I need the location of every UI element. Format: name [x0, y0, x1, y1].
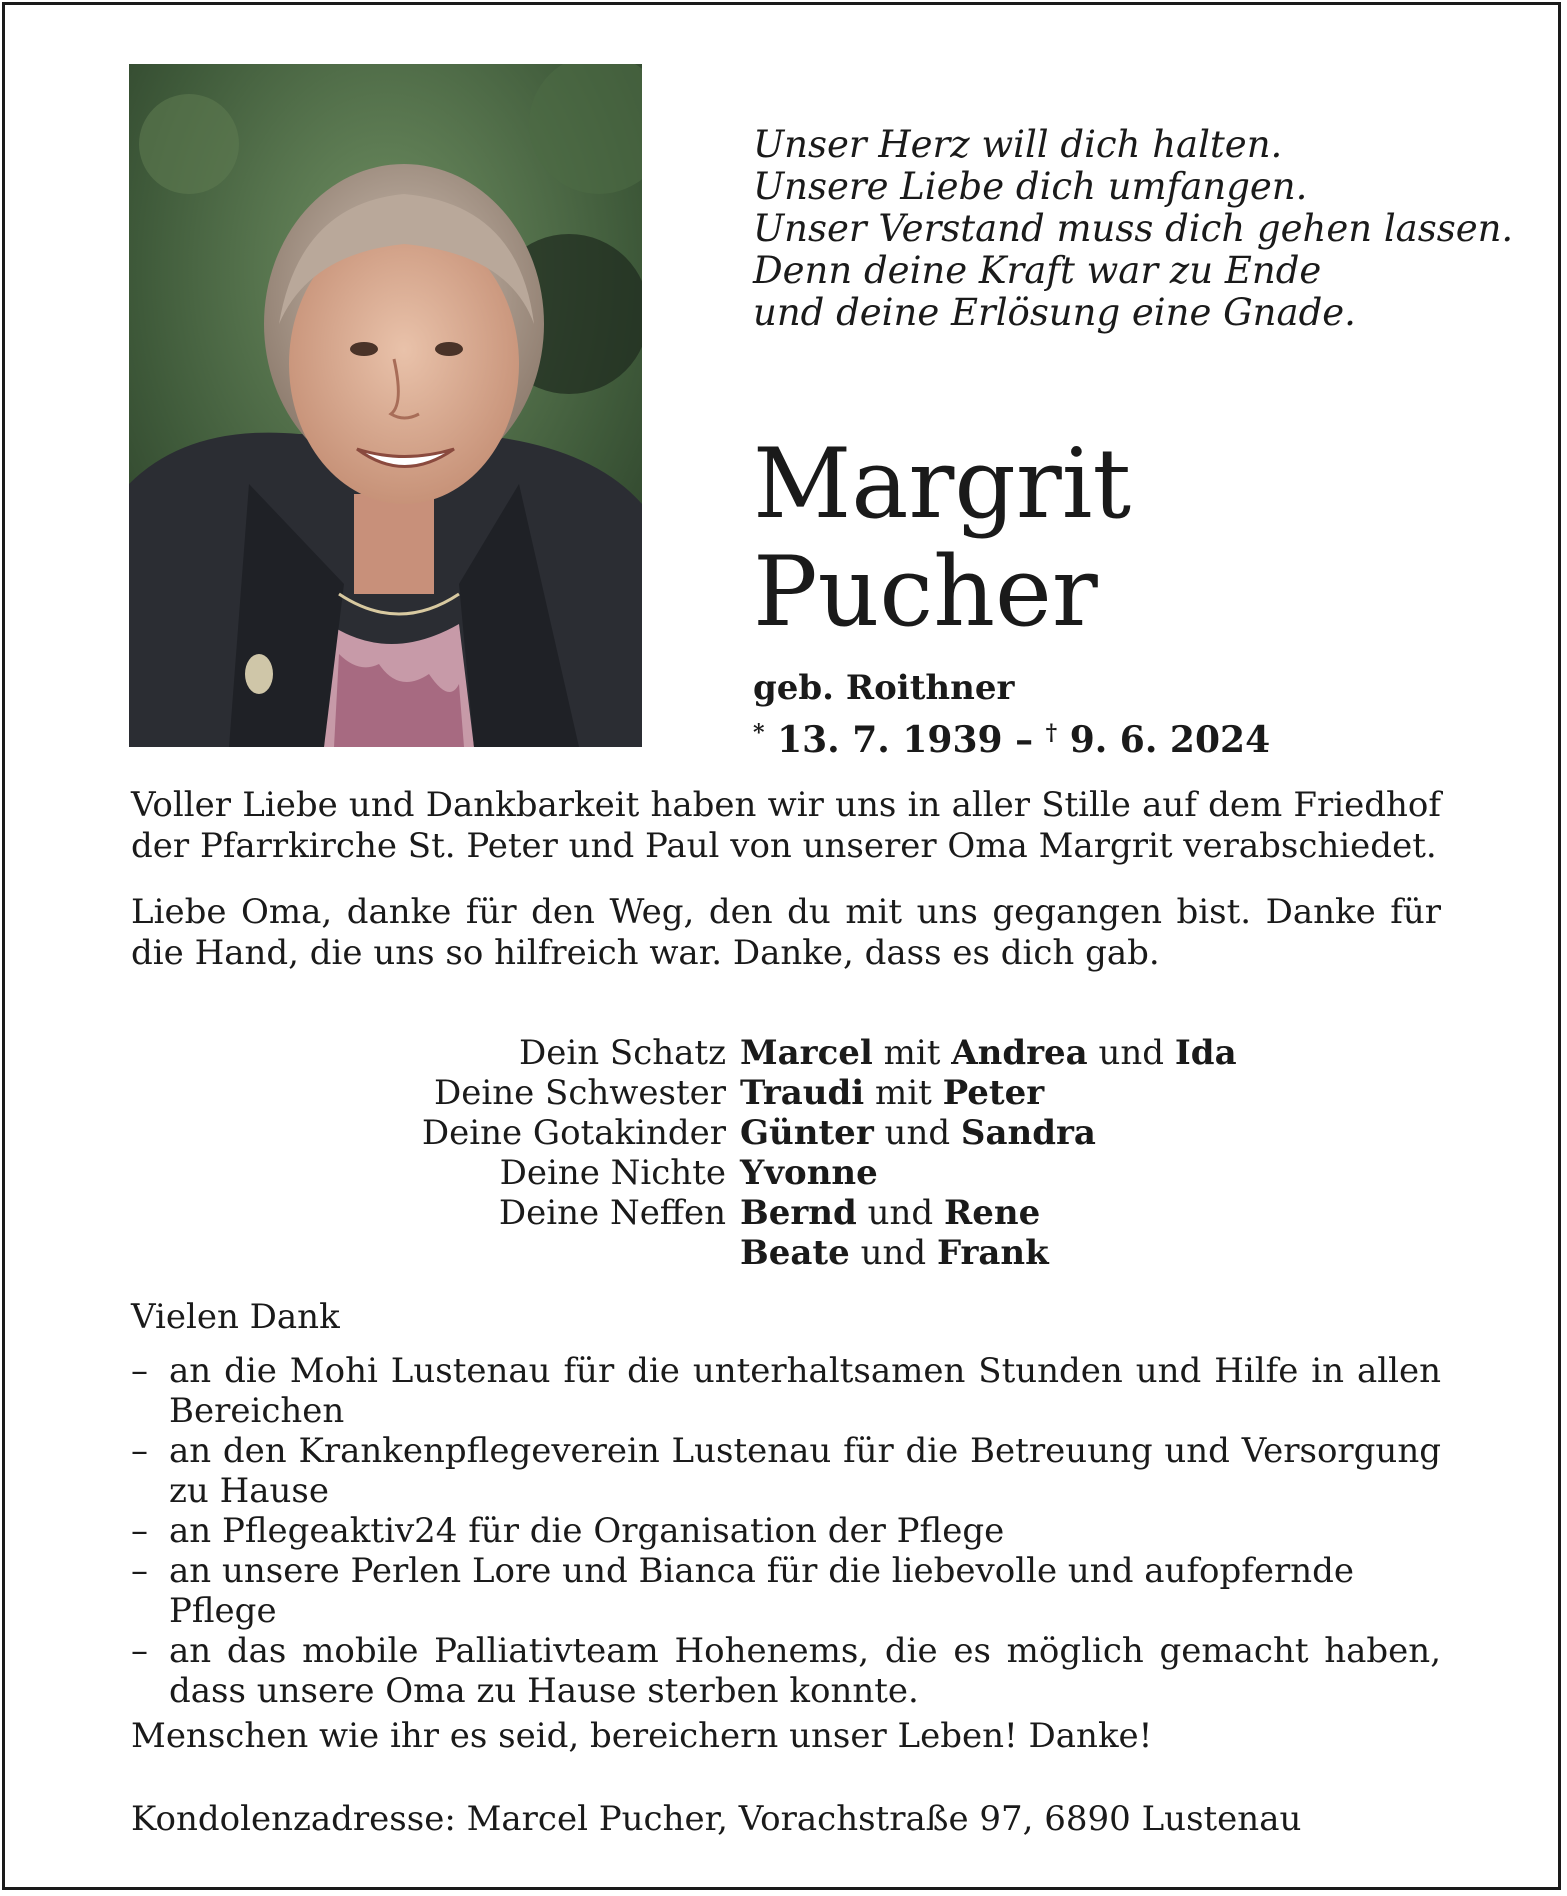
- gratitude-paragraph: Liebe Oma, danke für den Weg, den du mit uns gegangen bist. Danke für die Hand, die uns so hilfreich war. Danke, dass es dich gab.: [131, 892, 1441, 973]
- relative-name: Ida: [1174, 1033, 1237, 1073]
- poem-line: Unser Herz will dich halten.: [753, 123, 1283, 166]
- relation-label: [300, 1233, 740, 1273]
- family-row: [300, 1113, 1300, 1153]
- dash-bullet: –: [131, 1431, 148, 1471]
- dash-bullet: –: [131, 1551, 148, 1591]
- last-name: Pucher: [753, 536, 1098, 648]
- family-row: [300, 1073, 1300, 1113]
- poem-line: Unsere Liebe dich umfangen.: [753, 165, 1308, 208]
- portrait-photo: [129, 64, 642, 747]
- conjunction: und: [860, 1233, 927, 1273]
- farewell-paragraph: Voller Liebe und Dankbarkeit haben wir uns in aller Stille auf dem Friedhof der Pfarrkirche St. Peter und Paul von unserer Oma Margrit verabschiedet.: [131, 785, 1441, 866]
- thanks-item: [131, 1351, 1441, 1431]
- relative-name: Beate: [740, 1233, 850, 1273]
- thanks-item: [131, 1631, 1441, 1711]
- conjunction: mit: [875, 1073, 932, 1113]
- relation-label: Deine Nichte: [499, 1153, 726, 1193]
- relative-name: Bernd: [740, 1193, 857, 1233]
- relative-name: Peter: [942, 1073, 1045, 1113]
- family-names: [740, 1033, 1237, 1073]
- thanks-text: an unsere Perlen Lore und Bianca für die liebevolle und aufopfernde Pflege: [169, 1551, 1355, 1631]
- relative-name: Rene: [943, 1193, 1041, 1233]
- family-row: [300, 1033, 1300, 1073]
- death-symbol: †: [1045, 720, 1058, 746]
- dash-bullet: –: [131, 1511, 148, 1551]
- relation-label: Deine Gotakinder: [421, 1113, 726, 1153]
- relative-name: Sandra: [960, 1113, 1096, 1153]
- relation-label: Dein Schatz: [518, 1033, 726, 1073]
- thanks-text: an das mobile Palliativteam Hohenems, die es möglich gemacht haben, dass unsere Oma zu Hause sterben konnte.: [169, 1631, 1441, 1711]
- birth-date: 13. 7. 1939: [777, 719, 1003, 761]
- poem-line: und deine Erlösung eine Gnade.: [753, 291, 1356, 334]
- thanks-text: an den Krankenpflegeverein Lustenau für die Betreuung und Versorgung zu Hause: [169, 1431, 1441, 1511]
- relative-name: Frank: [936, 1233, 1049, 1273]
- deceased-name: [753, 430, 1131, 646]
- thanks-item: [131, 1511, 1441, 1551]
- family-names: [740, 1153, 878, 1193]
- conjunction: mit: [883, 1033, 941, 1073]
- poem-line: Denn deine Kraft war zu Ende: [753, 249, 1322, 292]
- relative-name: Andrea: [951, 1033, 1088, 1073]
- dash-bullet: –: [131, 1351, 148, 1391]
- dash-bullet: –: [131, 1631, 148, 1671]
- memorial-poem: [753, 124, 1513, 334]
- thanks-text: an Pflegeaktiv24 für die Organisation der Pflege: [169, 1511, 1005, 1551]
- relative-name: Günter: [740, 1113, 874, 1153]
- first-name: Margrit: [753, 428, 1132, 540]
- family-names: [740, 1233, 1049, 1273]
- condolence-address: Kondolenzadresse: Marcel Pucher, Vorachstraße 97, 6890 Lustenau: [131, 1799, 1302, 1839]
- maiden-name: geb. Roithner: [753, 668, 1015, 708]
- conjunction: und: [884, 1113, 951, 1153]
- family-row: [300, 1193, 1300, 1233]
- relation-label: Deine Schwester: [433, 1073, 726, 1113]
- poem-line: Unser Verstand muss dich gehen lassen.: [753, 207, 1514, 250]
- thanks-heading: Vielen Dank: [131, 1297, 340, 1337]
- family-names: [740, 1193, 1040, 1233]
- portrait-illustration: [129, 64, 642, 747]
- conjunction: und: [1098, 1033, 1165, 1073]
- closing-line: Menschen wie ihr es seid, bereichern unser Leben! Danke!: [131, 1716, 1153, 1756]
- family-names: [740, 1113, 1096, 1153]
- death-date: 9. 6. 2024: [1069, 719, 1271, 761]
- relative-name: Traudi: [740, 1073, 865, 1113]
- relation-label: Deine Neffen: [498, 1193, 726, 1233]
- thanks-item: [131, 1431, 1441, 1511]
- life-dates: [753, 712, 1270, 761]
- thanks-item: [131, 1551, 1441, 1631]
- family-names: [740, 1073, 1044, 1113]
- thanks-list: [131, 1351, 1441, 1711]
- date-separator: –: [1002, 719, 1046, 761]
- family-row: [300, 1233, 1300, 1273]
- birth-symbol: *: [753, 720, 765, 746]
- family-row: [300, 1153, 1300, 1193]
- relative-name: Yvonne: [740, 1153, 878, 1193]
- relative-name: Marcel: [740, 1033, 873, 1073]
- family-list: [300, 1033, 1300, 1273]
- conjunction: und: [867, 1193, 934, 1233]
- thanks-text: an die Mohi Lustenau für die unterhaltsamen Stunden und Hilfe in allen Bereichen: [169, 1351, 1441, 1431]
